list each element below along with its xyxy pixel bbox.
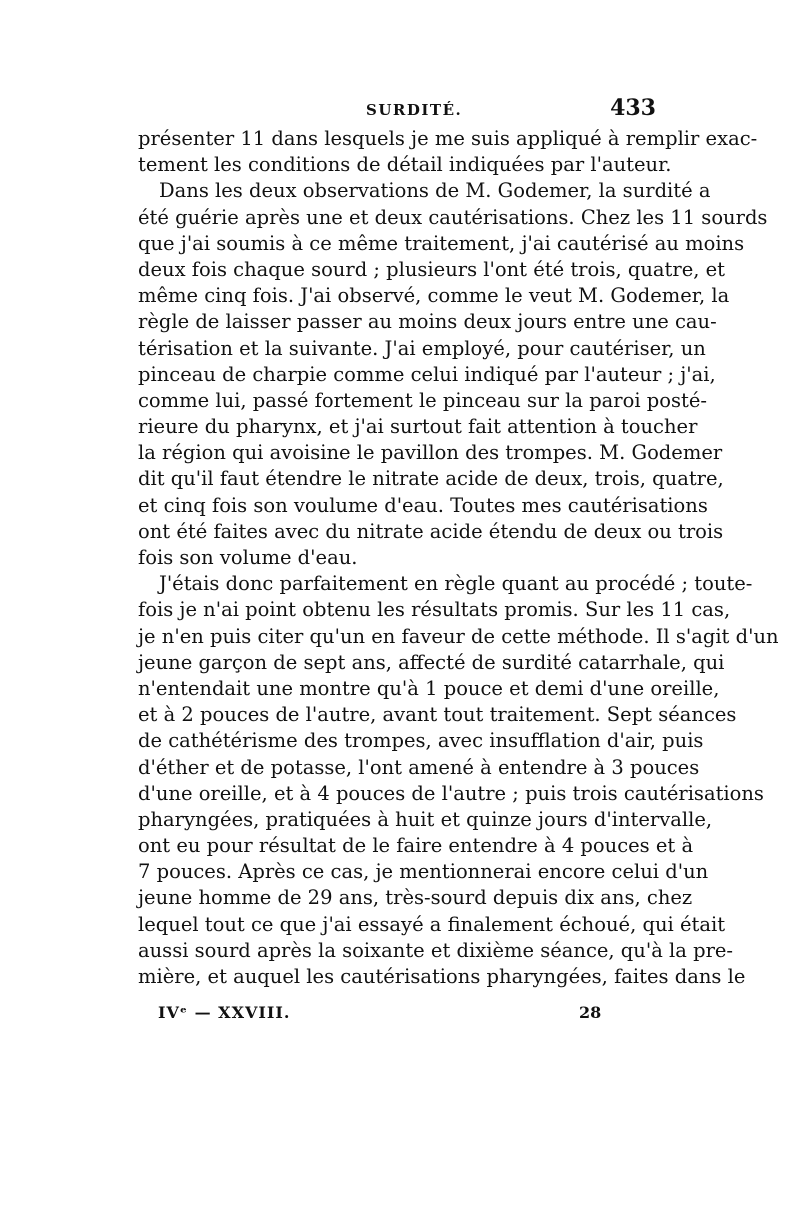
text-line: pinceau de charpie comme celui indiqué par l'auteur ; j'ai, <box>138 362 716 386</box>
text-line: ont eu pour résultat de le faire entendre à 4 pouces et à <box>138 834 694 858</box>
text-line: térisation et la suivante. J'ai employé, pour cautériser, un <box>138 336 706 360</box>
text-line: lequel tout ce que j'ai essayé a finalement échoué, qui était <box>138 912 726 936</box>
signature-mark: IVᵉ — XXVIII. <box>158 1003 291 1022</box>
text-line: jeune garçon de sept ans, affecté de surdité catarrhale, qui <box>138 650 725 674</box>
text-line: je n'en puis citer qu'un en faveur de cette méthode. Il s'agit d'un <box>138 624 779 648</box>
text-line: 7 pouces. Après ce cas, je mentionnerai encore celui d'un <box>138 860 709 884</box>
text-line: et à 2 pouces de l'autre, avant tout traitement. Sept séances <box>138 703 737 727</box>
text-line: présenter 11 dans lesquels je me suis appliqué à remplir exac- <box>138 127 758 150</box>
text-line: pharyngées, pratiquées à huit et quinze jours d'intervalle, <box>138 807 713 831</box>
text-line: comme lui, passé fortement le pinceau sur la paroi posté- <box>138 388 707 412</box>
text-line: J'étais donc parfaitement en règle quant au procédé ; toute- <box>159 572 753 596</box>
text-line: rieure du pharynx, et j'ai surtout fait attention à toucher <box>138 415 698 439</box>
text-line: n'entendait une montre qu'à 1 pouce et demi d'une oreille, <box>138 676 720 700</box>
page-footer <box>158 1003 602 1027</box>
running-title: SURDITÉ. <box>366 101 463 119</box>
text-line: de cathétérisme des trompes, avec insufflation d'air, puis <box>138 729 704 753</box>
page-header <box>138 95 656 125</box>
text-line: règle de laisser passer au moins deux jours entre une cau- <box>138 310 717 334</box>
text-line: et cinq fois son voulume d'eau. Toutes mes cautérisations <box>138 493 708 517</box>
text-line: mière, et auquel les cautérisations pharyngées, faites dans le <box>138 965 746 988</box>
text-line: d'une oreille, et à 4 pouces de l'autre ; puis trois cautérisations <box>138 781 764 805</box>
body-text <box>138 126 779 990</box>
page-number: 433 <box>610 95 656 121</box>
text-line: fois je n'ai point obtenu les résultats promis. Sur les 11 cas, <box>138 598 731 622</box>
text-line: ont été faites avec du nitrate acide étendu de deux ou trois <box>138 519 724 543</box>
text-line: Dans les deux observations de M. Godemer, la surdité a <box>159 179 711 203</box>
text-line: aussi sourd après la soixante et dixième séance, qu'à la pre- <box>138 938 734 962</box>
text-line: même cinq fois. J'ai observé, comme le veut M. Godemer, la <box>138 284 730 308</box>
text-line: jeune homme de 29 ans, très-sourd depuis dix ans, chez <box>138 886 693 910</box>
text-line: tement les conditions de détail indiquées par l'auteur. <box>138 153 672 177</box>
sheet-number: 28 <box>579 1003 602 1022</box>
text-line: d'éther et de potasse, l'ont amené à entendre à 3 pouces <box>138 755 700 779</box>
text-line: dit qu'il faut étendre le nitrate acide de deux, trois, quatre, <box>138 467 724 491</box>
text-line: que j'ai soumis à ce même traitement, j'ai cautérisé au moins <box>138 231 745 255</box>
text-line: deux fois chaque sourd ; plusieurs l'ont été trois, quatre, et <box>138 257 726 281</box>
text-line: fois son volume d'eau. <box>138 546 358 569</box>
text-line: la région qui avoisine le pavillon des trompes. M. Godemer <box>138 441 723 465</box>
text-line: été guérie après une et deux cautérisations. Chez les 11 sourds <box>138 205 768 229</box>
